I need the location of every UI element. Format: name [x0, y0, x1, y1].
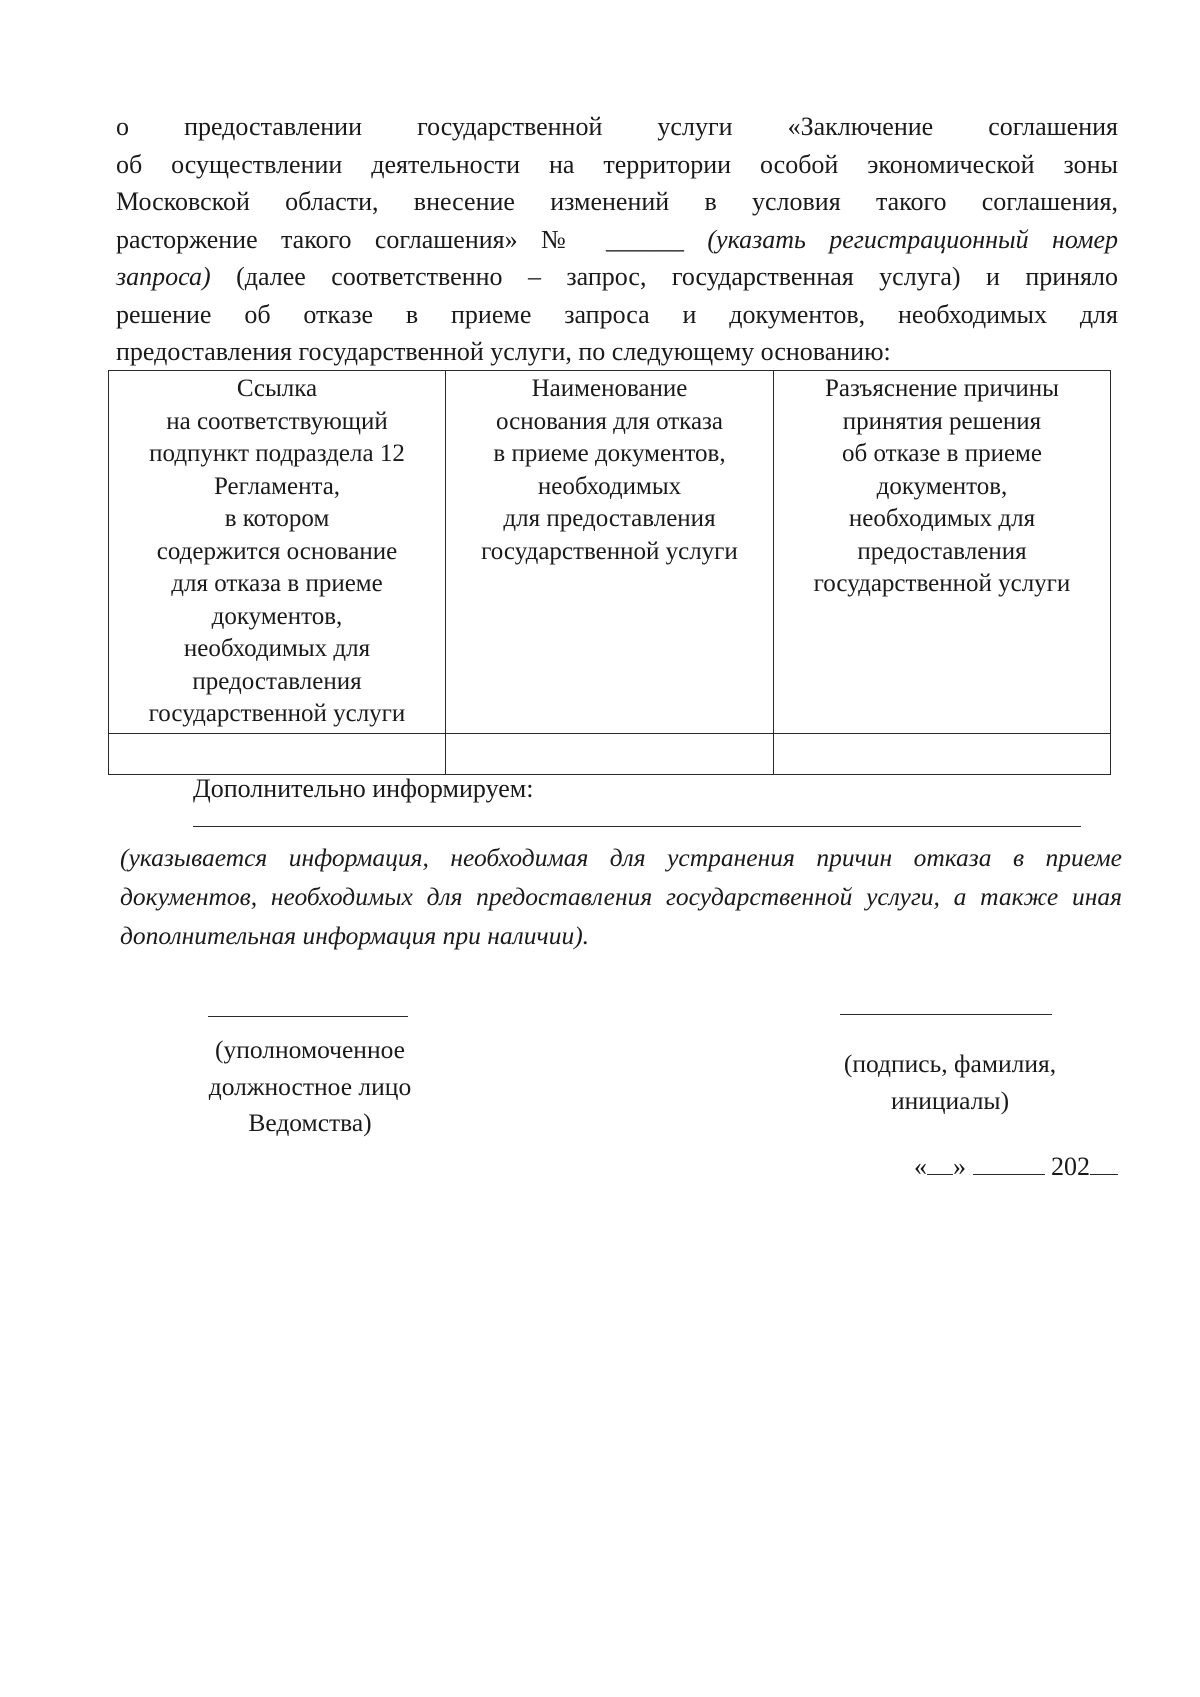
cell-refusal-ground-name[interactable] [446, 733, 774, 774]
signature-line[interactable] [840, 1014, 1052, 1015]
intro-line-6: решение об отказе в приеме запроса и документов, необходимых для [116, 299, 1118, 329]
additional-info-note: (указывается информация, необходимая для устранения причин отказа в приеме документов, необходимых для предоставления государственной услуги, а также иная дополнительная информация при наличии). [120, 843, 1122, 950]
date-line [914, 1148, 1118, 1184]
date-day-blank[interactable] [927, 1148, 953, 1175]
intro-line-4 [116, 221, 1118, 259]
refusal-grounds-table [108, 370, 1111, 775]
intro-line-5 [116, 258, 1118, 296]
date-close-quote: » [953, 1152, 966, 1181]
intro-line-1: о предоставлении государственной услуги «Заключение соглашения [116, 112, 1118, 141]
intro-line-7: предоставления государственной услуги, по следующему основанию: [116, 337, 891, 366]
official-signature-line[interactable] [208, 1016, 408, 1017]
date-open-quote: « [914, 1152, 927, 1181]
additional-info-line[interactable] [193, 826, 1081, 827]
signature-caption: (подпись, фамилия, инициалы) [843, 1049, 1057, 1115]
intro-line-5-text: (далее соответственно – запрос, государственная услуга) и приняло [210, 262, 1118, 291]
date-month-blank[interactable] [973, 1148, 1045, 1175]
header-refusal-explanation: Разъяснение причины принятия решения об отказе в приеме документов, необходимых для предоставления государственной услуги [774, 371, 1111, 734]
header-regulation-reference: Ссылка на соответствующий подпункт подраздела 12 Регламента, в котором содержится основание для отказа в приеме документов, необходимых для предоставления государственной услуги [109, 371, 446, 734]
additional-info-label: Дополнительно информируем: [193, 774, 534, 803]
table-header-row [109, 371, 1111, 734]
official-caption: (уполномоченное должностное лицо Ведомства) [208, 1035, 412, 1137]
intro-paragraph [116, 108, 1118, 371]
intro-line-3: Московской области, внесение изменений в условия такого соглашения, [116, 187, 1118, 216]
table-row [109, 733, 1111, 774]
intro-line-4-text: расторжение такого соглашения» № ______ [116, 224, 708, 254]
date-year: 202 [1051, 1152, 1090, 1181]
intro-line-2: об осуществлении деятельности на территории особой экономической зоны [116, 149, 1118, 179]
registration-number-hint-end: запроса) [116, 262, 211, 291]
registration-number-hint: (указать регистрационный номер [707, 224, 1118, 254]
date-year-blank[interactable] [1090, 1148, 1118, 1175]
cell-regulation-reference[interactable] [109, 733, 446, 774]
header-refusal-ground-name: Наименование основания для отказа в приеме документов, необходимых для предоставления государственной услуги [446, 371, 774, 734]
cell-refusal-explanation[interactable] [774, 733, 1111, 774]
